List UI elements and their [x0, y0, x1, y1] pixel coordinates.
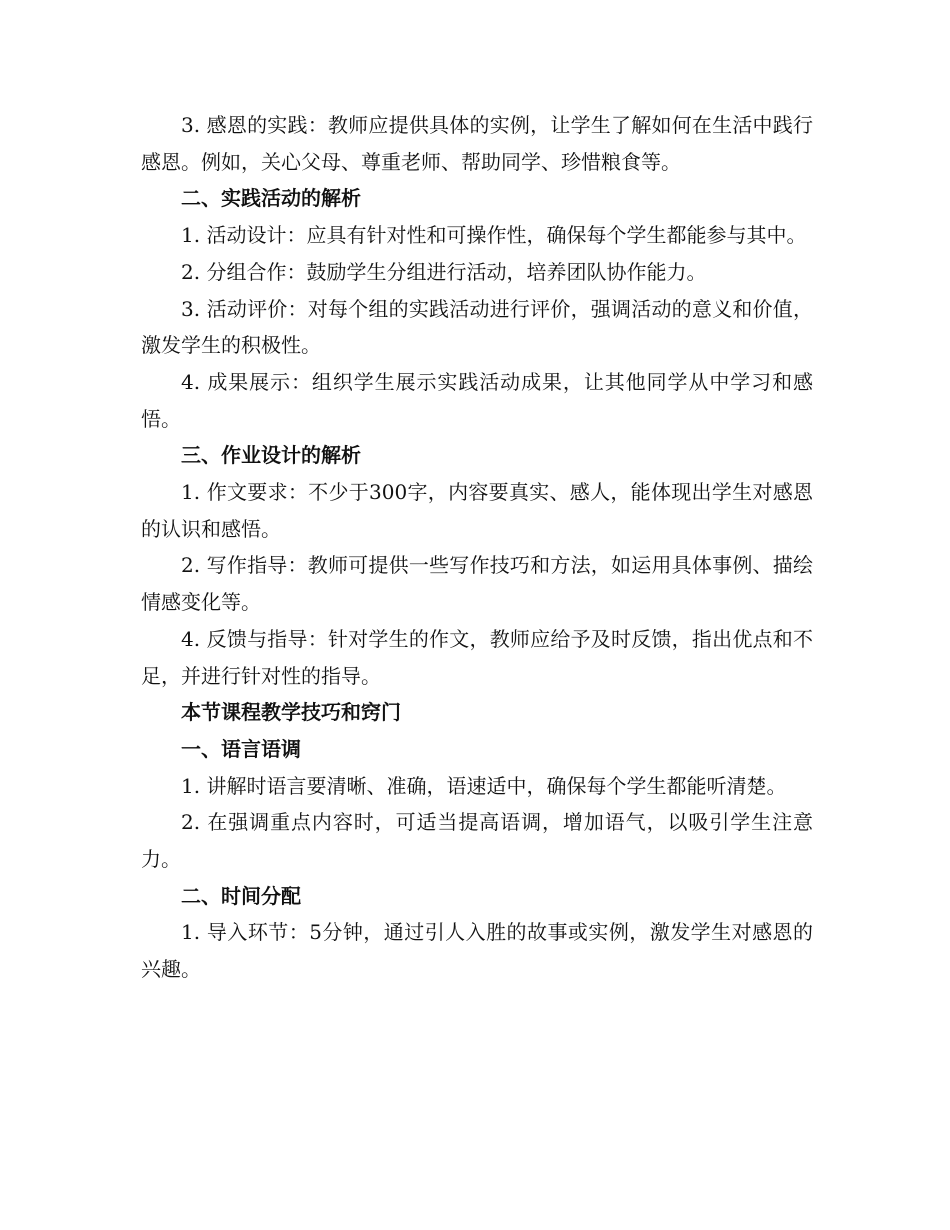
paragraph-clear-speech: 1. 讲解时语言要清晰、准确，语速适中，确保每个学生都能听清楚。: [181, 773, 787, 798]
paragraph-emphasis-tone: 2. 在强调重点内容时，可适当提高语调，增加语气，以吸引学生注意力。: [141, 810, 813, 872]
section-heading-teaching-tips: 本节课程教学技巧和窍门: [181, 700, 401, 725]
paragraph-activity-evaluation: 3. 活动评价：对每个组的实践活动进行评价，强调活动的意义和价值，激发学生的积极性。: [141, 296, 813, 358]
paragraph-group-cooperation: 2. 分组合作：鼓励学生分组进行活动，培养团队协作能力。: [181, 259, 707, 284]
paragraph-activity-design: 1. 活动设计：应具有针对性和可操作性，确保每个学生都能参与其中。: [181, 223, 807, 248]
section-heading-time-allocation: 二、时间分配: [181, 883, 301, 908]
paragraph-writing-guidance: 2. 写作指导：教师可提供一些写作技巧和方法，如运用具体事例、描绘情感变化等。: [141, 553, 813, 615]
paragraph-essay-requirements: 1. 作文要求：不少于300字，内容要真实、感人，能体现出学生对感恩的认识和感悟。: [141, 480, 813, 541]
section-heading-homework-design: 三、作业设计的解析: [181, 443, 361, 468]
paragraph-introduction-segment: 1. 导入环节：5分钟，通过引人入胜的故事或实例，激发学生对感恩的兴趣。: [141, 920, 813, 982]
section-heading-language-tone: 一、语言语调: [181, 736, 301, 761]
paragraph-results-display: 4. 成果展示：组织学生展示实践活动成果，让其他同学从中学习和感悟。: [141, 369, 813, 431]
paragraph-feedback-guidance: 4. 反馈与指导：针对学生的作文，教师应给予及时反馈，指出优点和不足，并进行针对性的指导。: [141, 626, 813, 688]
paragraph-practice-of-gratitude: 3. 感恩的实践：教师应提供具体的实例，让学生了解如何在生活中践行感恩。例如，关心父母、尊重老师、帮助同学、珍惜粮食等。: [141, 113, 813, 174]
document-body: [141, 107, 813, 988]
section-heading-practice-activities: 二、实践活动的解析: [181, 186, 361, 211]
